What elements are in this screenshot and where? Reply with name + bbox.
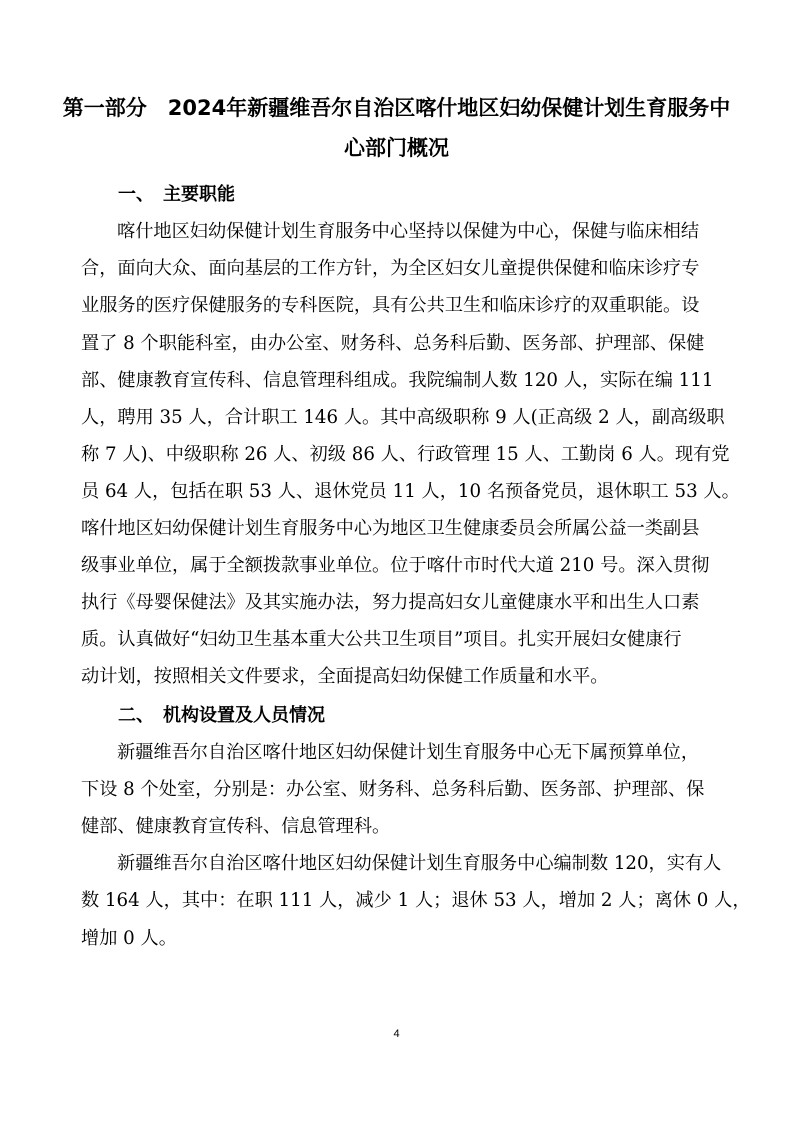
section-heading: 二、 机构设置及人员情况 (118, 705, 325, 726)
paragraph-line: 人，聘用 35 人，合计职工 146 人。其中高级职称 9 人(正高级 2 人，副高级职 (81, 407, 725, 428)
paragraph-line: 合，面向大众、面向基层的工作方针，为全区妇女儿童提供保健和临床诊疗专 (81, 258, 700, 279)
paragraph-line: 执行《母婴保健法》及其实施办法，努力提高妇女儿童健康水平和出生人口素 (81, 592, 700, 613)
paragraph-line: 动计划，按照相关文件要求，全面提高妇幼保健工作质量和水平。 (81, 666, 609, 687)
paragraph-line: 业服务的医疗保健服务的专科医院，具有公共卫生和临床诊疗的双重职能。设 (81, 295, 700, 316)
page-number: 4 (393, 1028, 400, 1040)
paragraph-line: 数 164 人，其中：在职 111 人，减少 1 人；退休 53 人，增加 2 人；离休 0 人， (81, 890, 751, 911)
paragraph-line: 喀什地区妇幼保健计划生育服务中心为地区卫生健康委员会所属公益一类副县 (81, 518, 700, 539)
document-title-line-1: 第一部分 2024年新疆维吾尔自治区喀什地区妇幼保健计划生育服务中 (62, 96, 731, 120)
paragraph-line: 员 64 人，包括在职 53 人、退休党员 11 人，10 名预备党员，退休职工 53 人。 (81, 481, 740, 502)
section-heading: 一、 主要职能 (118, 184, 235, 205)
paragraph-line: 级事业单位，属于全额拨款事业单位。位于喀什市时代大道 210 号。深入贯彻 (81, 555, 710, 576)
paragraph-line: 喀什地区妇幼保健计划生育服务中心坚持以保健为中心，保健与临床相结 (117, 221, 700, 242)
paragraph-line: 新疆维吾尔自治区喀什地区妇幼保健计划生育服务中心编制数 120，实有人 (117, 853, 722, 874)
paragraph-line: 称 7 人)、中级职称 26 人、初级 86 人、行政管理 15 人、工勤岗 6 人。现有党 (81, 444, 730, 465)
document-title-line-2: 心部门概况 (344, 136, 449, 160)
paragraph-line: 健部、健康教育宣传科、信息管理科。 (81, 816, 391, 837)
paragraph-line: 新疆维吾尔自治区喀什地区妇幼保健计划生育服务中心无下属预算单位， (117, 742, 700, 763)
paragraph-line: 部、健康教育宣传科、信息管理科组成。我院编制人数 120 人，实际在编 111 (81, 370, 714, 391)
paragraph-line: 下设 8 个处室，分别是：办公室、财务科、总务科后勤、医务部、护理部、保 (81, 779, 705, 800)
paragraph-line: 质。认真做好“妇幼卫生基本重大公共卫生项目”项目。扎实开展妇女健康行 (81, 629, 682, 650)
paragraph-line: 置了 8 个职能科室，由办公室、财务科、总务科后勤、医务部、护理部、保健 (81, 333, 705, 354)
paragraph-line: 增加 0 人。 (81, 928, 177, 949)
